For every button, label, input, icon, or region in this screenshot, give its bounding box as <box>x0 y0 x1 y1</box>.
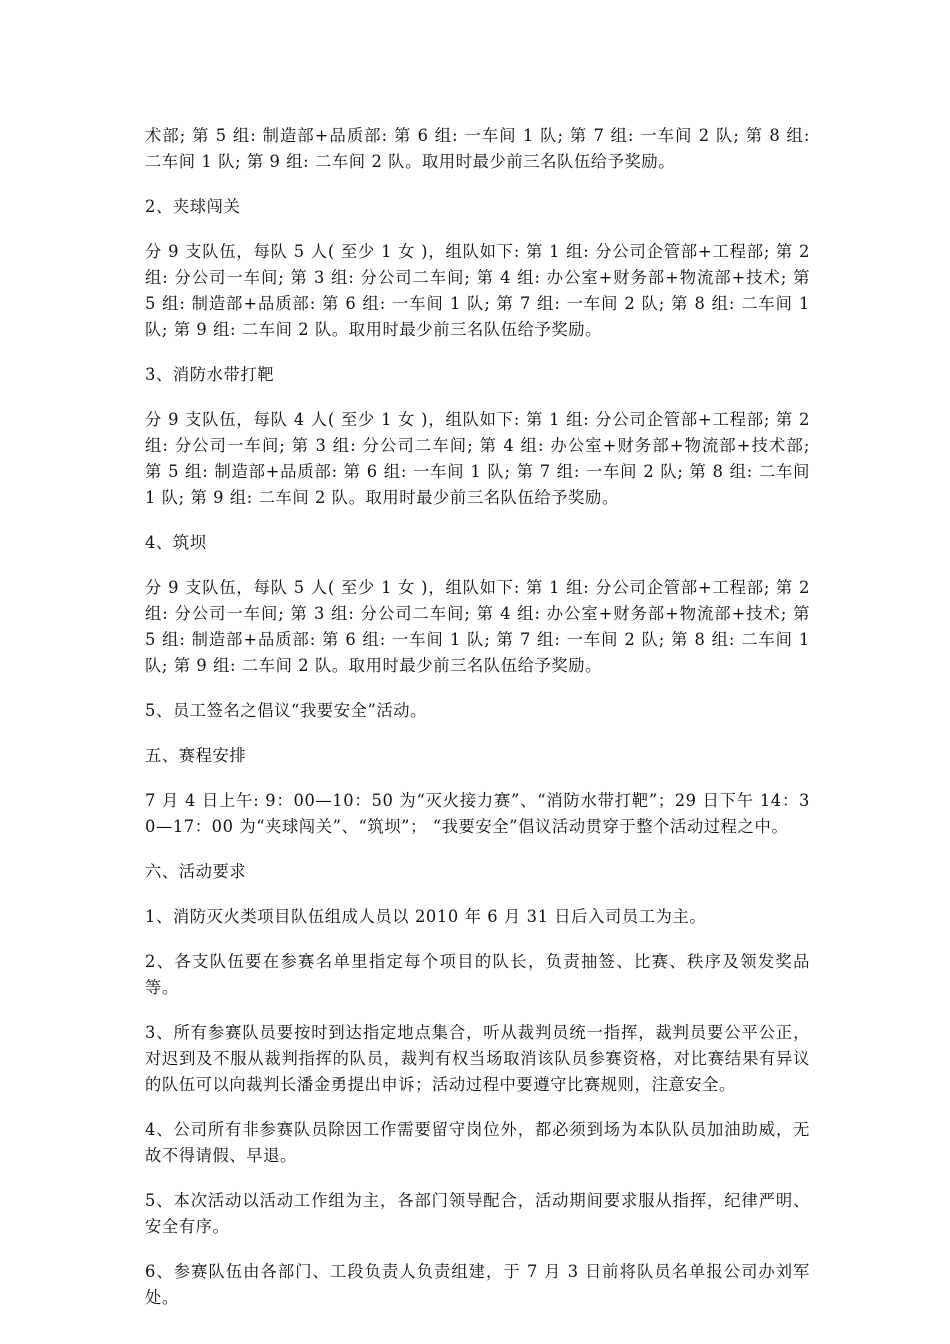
heading-clip-ball: 2、夹球闯关 <box>145 197 241 216</box>
requirement-5: 5、本次活动以活动工作组为主，各部门领导配合，活动期间要求服从指挥，纪律严明、安全有序。 <box>145 1191 810 1236</box>
requirement-2: 2、各支队伍要在参赛名单里指定每个项目的队长，负责抽签、比赛、秩序及领发奖品等。 <box>145 952 810 997</box>
paragraph-clip-ball-teams: 分 9 支队伍，每队 5 人( 至少 1 女 )，组队如下: 第 1 组: 分公司企管部+工程部; 第 2 组: 分公司一车间; 第 3 组: 分公司二车间; 第 4 组: 办公室+财务部+物流部+技术; 第 5 组: 制造部+品质部: 第 6 组: 一车间 1 队; 第 7 组: 一车间 2 队; 第 8 组: 二车间 1 队; 第 9 组: 二车间 2 队。取用时最少前三名队伍给予奖励。 <box>145 242 810 339</box>
requirement-4: 4、公司所有非参赛队员除因工作需要留守岗位外，都必须到场为本队队员加油助威，无故不得请假、早退。 <box>145 1120 810 1165</box>
heading-dam-building: 4、筑坝 <box>145 533 207 552</box>
paragraph-hose-target-teams: 分 9 支队伍，每队 4 人( 至少 1 女 )，组队如下: 第 1 组: 分公司企管部+工程部; 第 2 组: 分公司一车间; 第 3 组: 分公司二车间; 第 4 组: 办公室+财务部+物流部+技术部; 第 5 组: 制造部+品质部: 第 6 组: 一车间 1 队; 第 7 组: 一车间 2 队; 第 8 组: 二车间 1 队; 第 9 组: 二车间 2 队。取用时最少前三名队伍给予奖励。 <box>145 410 810 507</box>
paragraph-schedule: 7 月 4 日上午: 9：00—10：50 为“灭火接力赛”、“消防水带打靶”；29 日下午 14：30—17：00 为“夹球闯关”、“筑坝”； “我要安全”倡议活动贯穿于整个活动过程之中。 <box>145 791 810 836</box>
document-body <box>145 123 810 1330</box>
requirement-1: 1、消防灭火类项目队伍组成人员以 2010 年 6 月 31 日后入司员工为主。 <box>145 907 707 926</box>
requirement-6: 6、参赛队伍由各部门、工段负责人负责组建，于 7 月 3 日前将队员名单报公司办刘军处。 <box>145 1262 810 1307</box>
heading-hose-target: 3、消防水带打靶 <box>145 365 275 384</box>
paragraph-dam-building-teams: 分 9 支队伍，每队 5 人( 至少 1 女 )，组队如下: 第 1 组: 分公司企管部+工程部; 第 2 组: 分公司一车间; 第 3 组: 分公司二车间; 第 4 组: 办公室+财务部+物流部+技术; 第 5 组: 制造部+品质部: 第 6 组: 一车间 1 队; 第 7 组: 一车间 2 队; 第 8 组: 二车间 1 队; 第 9 组: 二车间 2 队。取用时最少前三名队伍给予奖励。 <box>145 578 810 675</box>
heading-schedule: 五、赛程安排 <box>145 746 247 765</box>
heading-signature-initiative: 5、员工签名之倡议“我要安全”活动。 <box>145 701 428 720</box>
paragraph-continued-teams: 术部; 第 5 组: 制造部+品质部: 第 6 组: 一车间 1 队; 第 7 组: 一车间 2 队; 第 8 组: 二车间 1 队; 第 9 组: 二车间 2 队。取用时最少前三名队伍给予奖励。 <box>145 126 810 171</box>
heading-requirements: 六、活动要求 <box>145 862 247 881</box>
requirement-3: 3、所有参赛队员要按时到达指定地点集合，听从裁判员统一指挥，裁判员要公平公正，对迟到及不服从裁判指挥的队员，裁判有权当场取消该队员参赛资格，对比赛结果有异议的队伍可以向裁判长潘金勇提出申诉；活动过程中要遵守比赛规则，注意安全。 <box>145 1023 810 1094</box>
